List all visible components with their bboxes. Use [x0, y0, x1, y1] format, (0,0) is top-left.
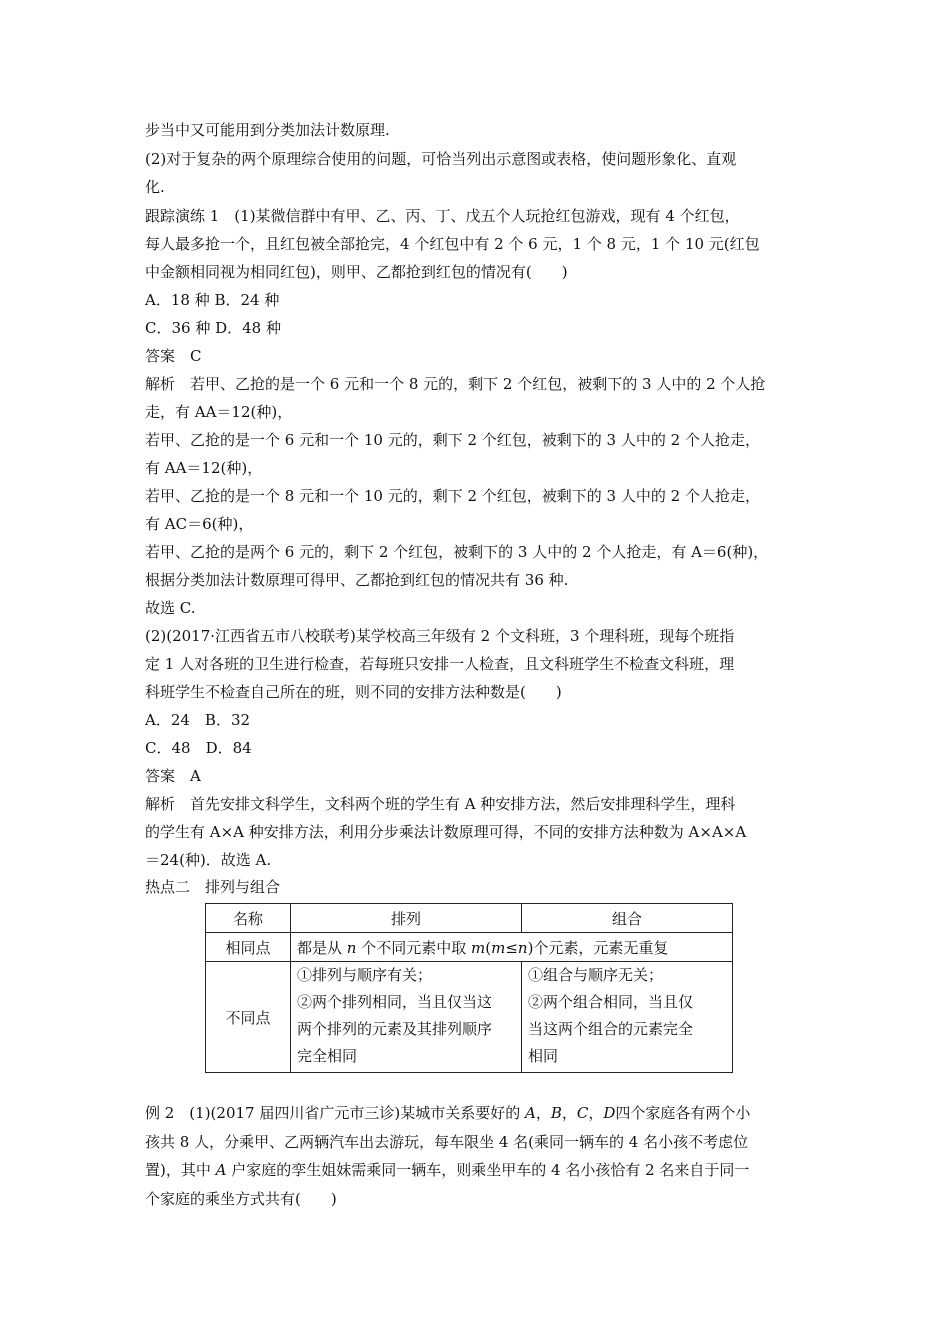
text-line: (2)对于复杂的两个原理综合使用的问题，可恰当列出示意图或表格，使问题形象化、直观 [145, 150, 737, 168]
math-var: n [346, 938, 357, 957]
text-line: (2)(2017·江西省五市八校联考)某学校高三年级有 2 个文科班，3 个理科班，现每个班指 [145, 627, 735, 645]
text-line: 有 AA＝12(种)， [145, 459, 263, 477]
row-label: 不同点 [206, 962, 291, 1073]
example-text: 置)，其中 [145, 1161, 216, 1179]
table-row-same [206, 933, 733, 962]
example-text: 四个家庭各有两个小 [615, 1104, 751, 1122]
header-permutation: 排列 [291, 904, 522, 933]
separator: ， [588, 1104, 604, 1122]
table-row-diff [206, 962, 733, 1073]
math-var: m [471, 938, 486, 957]
text-line: 故选 C. [145, 599, 196, 617]
choice-line: A．18 种 B．24 种 [145, 291, 280, 309]
cell-text: ≤ [505, 938, 518, 957]
analysis-line: 解析 若甲、乙抢的是一个 6 元和一个 8 元的，剩下 2 个红包，被剩下的 3 人中的 2 个人抢 [145, 375, 766, 393]
permutation-cell [291, 962, 522, 1073]
math-var: D [603, 1104, 616, 1122]
text-line: 走，有 AA＝12(种)， [145, 403, 293, 421]
header-name: 名称 [206, 904, 291, 933]
example-line [145, 1160, 749, 1180]
text-line: 化. [145, 178, 165, 196]
cell-line: ②两个排列相同，当且仅当这 [297, 993, 493, 1011]
cell-line: 完全相同 [297, 1047, 358, 1065]
cell-line: 两个排列的元素及其排列顺序 [297, 1020, 493, 1038]
math-var: A [215, 1161, 227, 1179]
header-combination: 组合 [522, 904, 733, 933]
section-heading: 热点二 排列与组合 [145, 878, 281, 896]
choice-line: A．24 B．32 [145, 711, 251, 729]
answer-line: 答案 A [145, 767, 201, 785]
math-var: B [550, 1104, 562, 1122]
example-text: 户家庭的孪生姐妹需乘同一辆车，则乘坐甲车的 4 名小孩恰有 2 名来自于同一 [226, 1161, 750, 1179]
separator: ， [561, 1104, 577, 1122]
choice-line: C．36 种 D．48 种 [145, 319, 281, 337]
text-line: 的学生有 A×A 种安排方法，利用分步乘法计数原理可得，不同的安排方法种数为 A×A×A [145, 823, 747, 841]
example-text: 例 2 (1)(2017 届四川省广元市三诊)某城市关系要好的 [145, 1104, 525, 1122]
cell-line: ②两个组合相同，当且仅 [528, 993, 694, 1011]
text-line: 定 1 人对各班的卫生进行检查，若每班只安排一人检查，且文科班学生不检查文科班，理 [145, 655, 735, 673]
text-line: 步当中又可能用到分类加法计数原理. [145, 121, 390, 139]
text-line: 若甲、乙抢的是一个 6 元和一个 10 元的，剩下 2 个红包，被剩下的 3 人中的 2 个人抢走， [145, 431, 760, 449]
text-line: 科班学生不检查自己所在的班，则不同的安排方法种数是( ) [145, 683, 562, 701]
text-line: 若甲、乙抢的是两个 6 元的，剩下 2 个红包，被剩下的 3 人中的 2 个人抢走，有 A＝6(种)， [145, 543, 769, 561]
math-var: n [517, 938, 528, 957]
cell-text: ( [485, 938, 492, 957]
cell-text: )个元素，元素无重复 [527, 938, 669, 957]
separator: ， [535, 1104, 551, 1122]
table-header-row [206, 904, 733, 933]
example-line: 孩共 8 人，分乘甲、乙两辆汽车出去游玩，每车限坐 4 名(乘同一辆车的 4 名小孩不考虑位 [145, 1133, 749, 1151]
text-line: ＝24(种)．故选 A. [145, 851, 272, 869]
cell-text: 都是从 [297, 938, 347, 957]
text-line: 每人最多抢一个，且红包被全部抢完，4 个红包中有 2 个 6 元，1 个 8 元，1 个 10 元(红包 [145, 235, 760, 253]
cell-text: 个不同元素中取 [356, 938, 471, 957]
choice-line: C．48 D．84 [145, 739, 252, 757]
combination-cell [522, 962, 733, 1073]
cell-line: ①组合与顺序无关； [528, 966, 664, 984]
math-var: C [576, 1104, 589, 1122]
math-var: m [491, 938, 506, 957]
text-line: 若甲、乙抢的是一个 8 元和一个 10 元的，剩下 2 个红包，被剩下的 3 人中的 2 个人抢走， [145, 487, 760, 505]
answer-line: 答案 C [145, 347, 202, 365]
same-point-cell [291, 933, 733, 962]
text-line: 根据分类加法计数原理可得甲、乙都抢到红包的情况共有 36 种. [145, 571, 569, 589]
text-line: 有 AC＝6(种)， [145, 515, 254, 533]
row-label: 相同点 [206, 933, 291, 962]
cell-line: 当这两个组合的元素完全 [528, 1020, 694, 1038]
example-line [145, 1103, 750, 1123]
cell-line: ①排列与顺序有关； [297, 966, 433, 984]
text-line: 中金额相同视为相同红包)，则甲、乙都抢到红包的情况有( ) [145, 263, 568, 281]
analysis-line: 解析 首先安排文科学生，文科两个班的学生有 A 种安排方法，然后安排理科学生，理科 [145, 795, 736, 813]
example-line: 个家庭的乘坐方式共有( ) [145, 1190, 337, 1208]
text-line: 跟踪演练 1 (1)某微信群中有甲、乙、丙、丁、戊五个人玩抢红包游戏，现有 4 个红包， [145, 207, 740, 225]
comparison-table [205, 903, 733, 1073]
math-var: A [524, 1104, 536, 1122]
cell-line: 相同 [528, 1047, 559, 1065]
